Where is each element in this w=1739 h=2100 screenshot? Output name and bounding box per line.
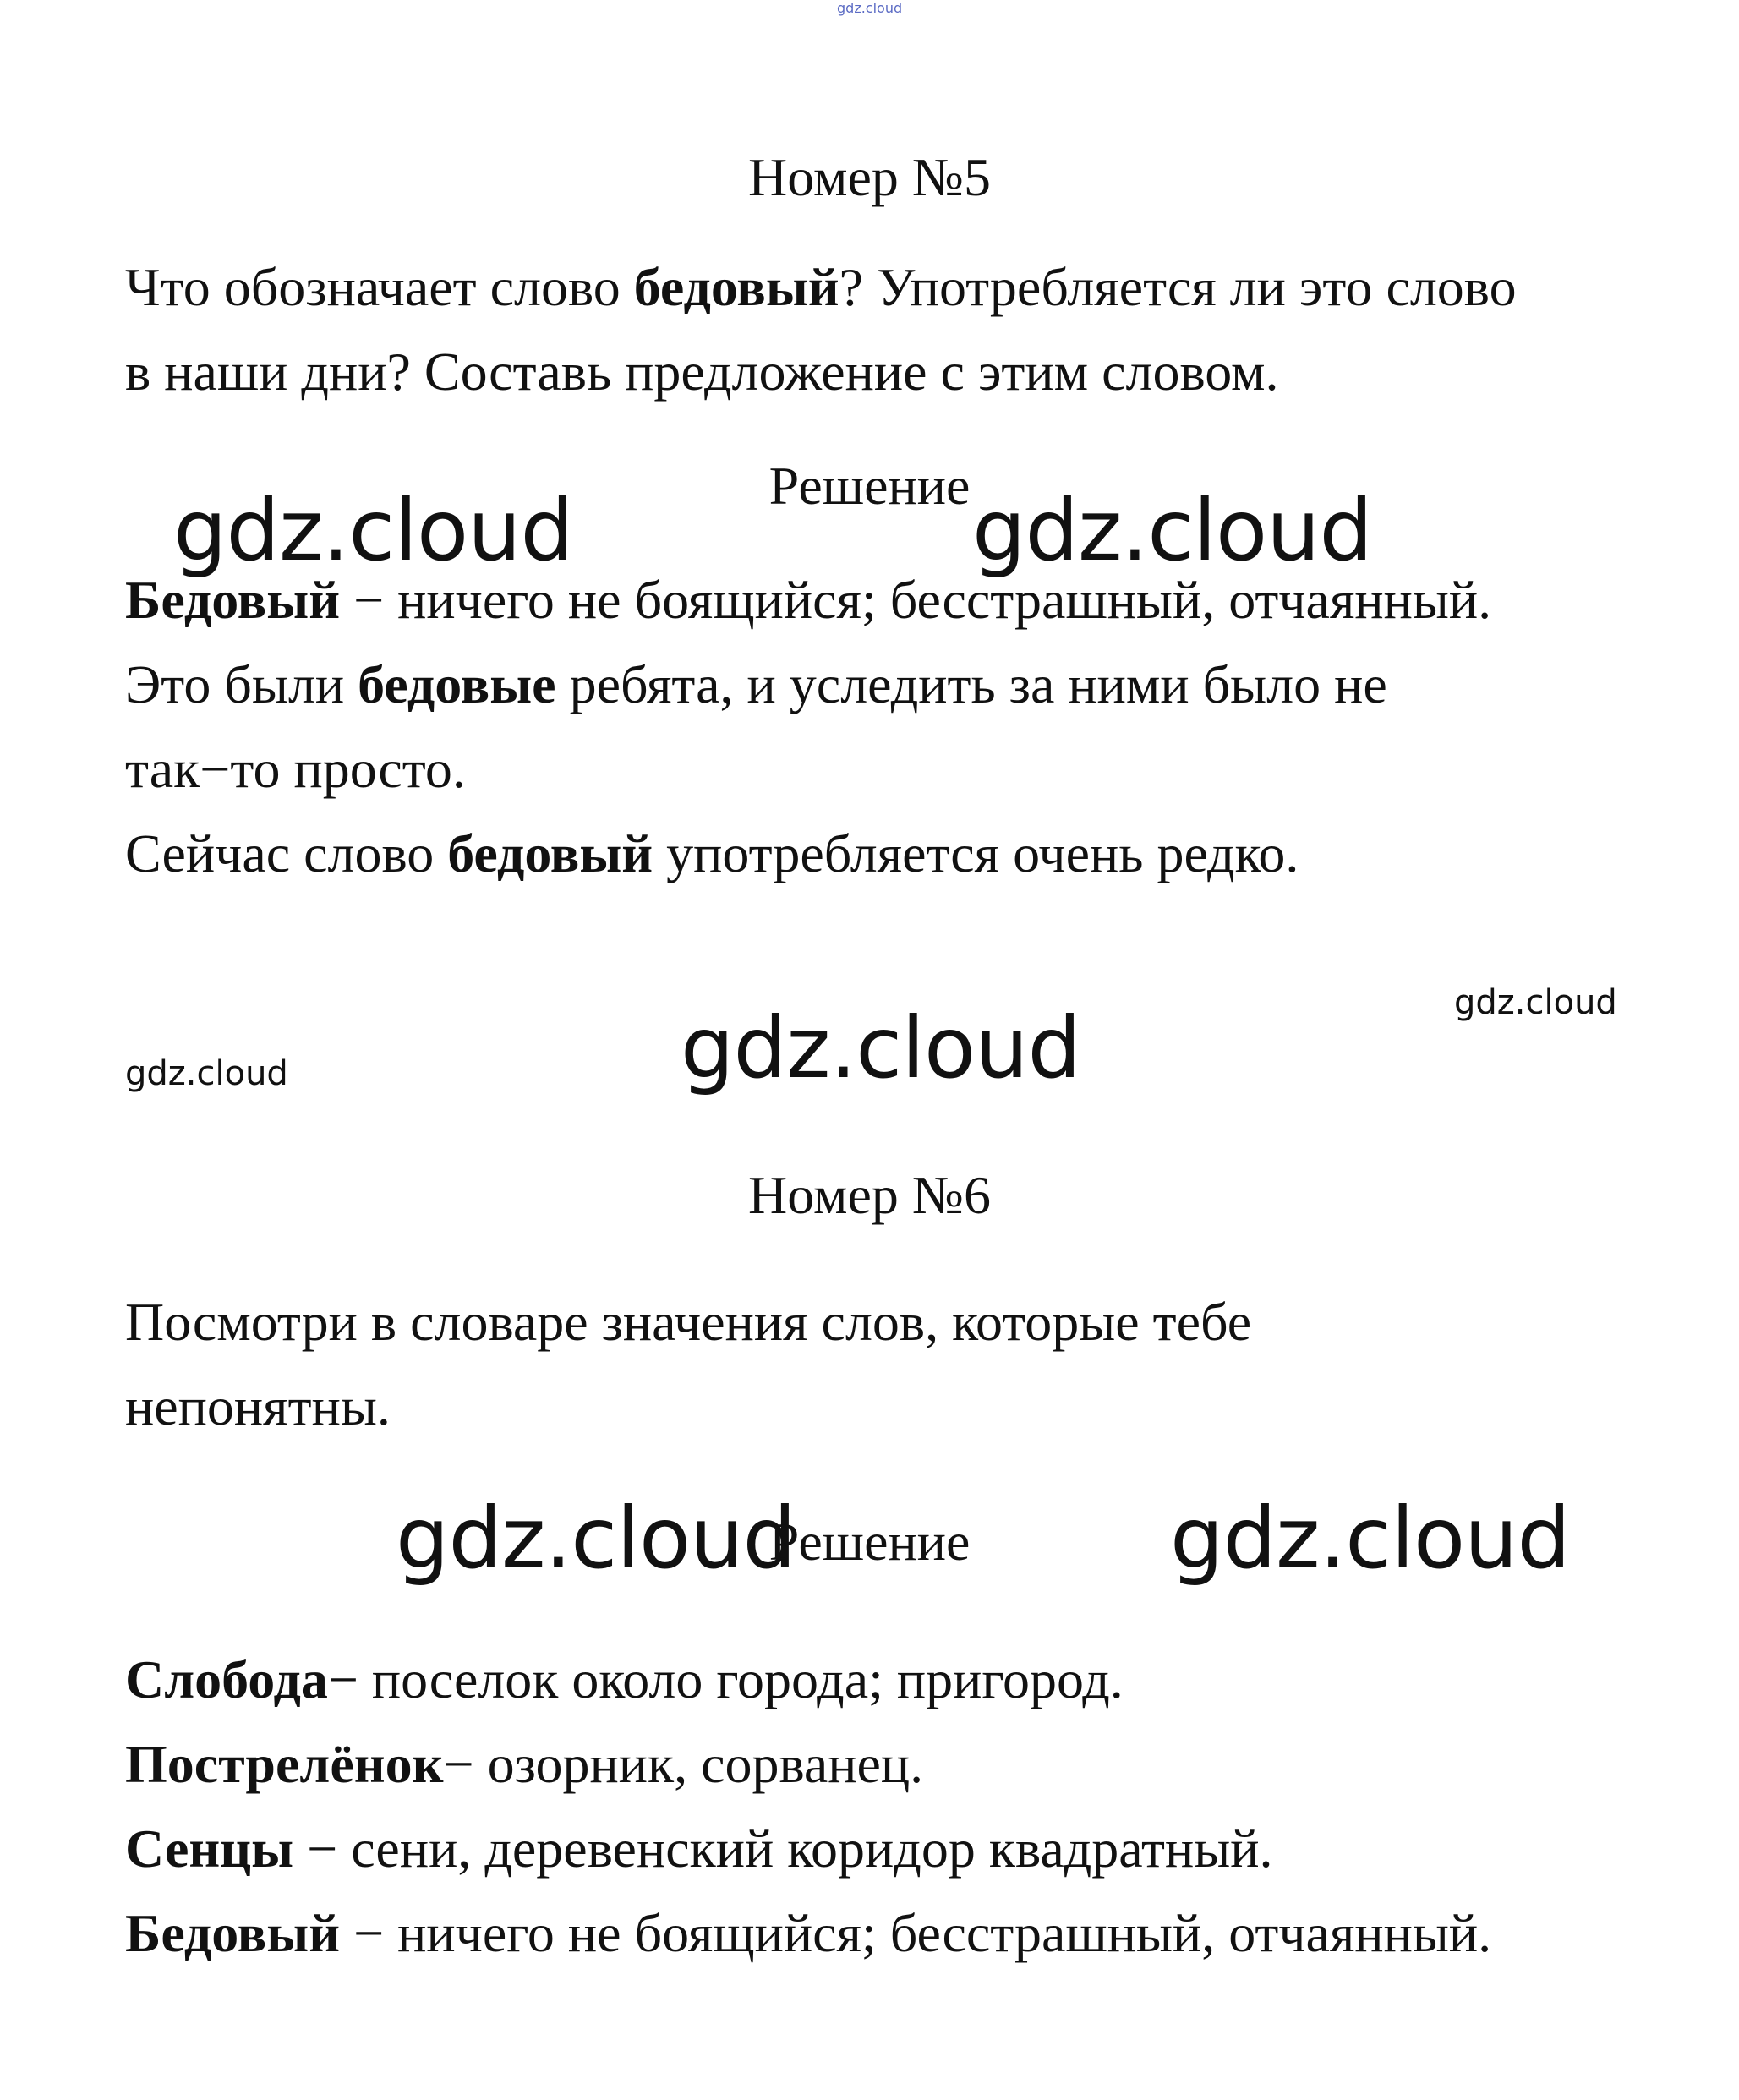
task6-question-line1: Посмотри в словаре значения слов, которые тебе [125,1292,1252,1352]
task6-definition [125,1649,1124,1709]
task5-question-line2: в наши дни? Составь предложение с этим словом. [125,342,1279,402]
task6-definition-term: Пострелёнок [125,1734,444,1794]
watermark-logo: gdz.cloud [1170,1489,1571,1588]
task6-title: Номер №6 [748,1165,991,1225]
task6-definition-term: Бедовый [125,1903,341,1963]
task6-definition-term: Сенцы [125,1818,294,1879]
task5-answer-line4 [125,823,1299,883]
task5-answer-line4-pre: Сейчас слово [125,823,448,883]
task6-definition [125,1818,1273,1879]
task5-question-pre: Что обозначает слово [125,257,634,317]
task5-answer-line3: так−то просто. [125,739,466,799]
task5-question-post: ? Употребляется ли это слово [839,257,1517,317]
watermark-logo: gdz.cloud [972,481,1373,580]
task5-answer-line2-bold: бедовые [358,654,556,714]
task6-definition-text: − поселок около города; пригород. [327,1649,1124,1709]
task6-definition-term: Слобода [125,1649,328,1709]
task5-title: Номер №5 [748,147,991,207]
watermark-logo: gdz.cloud [396,1489,796,1588]
task6-question-line2: непонятны. [125,1376,391,1436]
task5-answer-line2 [125,654,1387,714]
task5-answer-definition: − ничего не боящийся; бесстрашный, отчаянный. [340,570,1492,630]
task5-answer-line2-post: ребята, и уследить за ними было не [555,654,1387,714]
task5-answer-line2-pre: Это были [125,654,358,714]
watermark-logo-small: gdz.cloud [1454,983,1617,1022]
task5-answer-line4-bold: бедовый [447,823,653,883]
task5-solution-label: Решение [768,456,971,516]
watermark-logo: gdz.cloud [681,998,1081,1097]
task6-definition-text: − ничего не боящийся; бесстрашный, отчаянный. [340,1903,1492,1963]
watermark-logo-small: gdz.cloud [125,1054,288,1093]
task5-question-bold-word: бедовый [633,257,839,317]
task5-question-line1 [125,257,1517,317]
task5-answer-line1 [125,570,1492,630]
header-watermark: gdz.cloud [837,0,903,16]
task5-answer-term: Бедовый [125,570,341,630]
task6-definition-text: − сени, деревенский коридор квадратный. [293,1818,1273,1879]
task6-definition [125,1734,924,1794]
task5-answer-line4-post: употребляется очень редко. [653,823,1299,883]
task6-definition-text: − озорник, сорванец. [443,1734,924,1794]
task6-solution-label: Решение [768,1512,971,1572]
watermark-logo: gdz.cloud [173,481,574,580]
task6-definition [125,1903,1492,1963]
